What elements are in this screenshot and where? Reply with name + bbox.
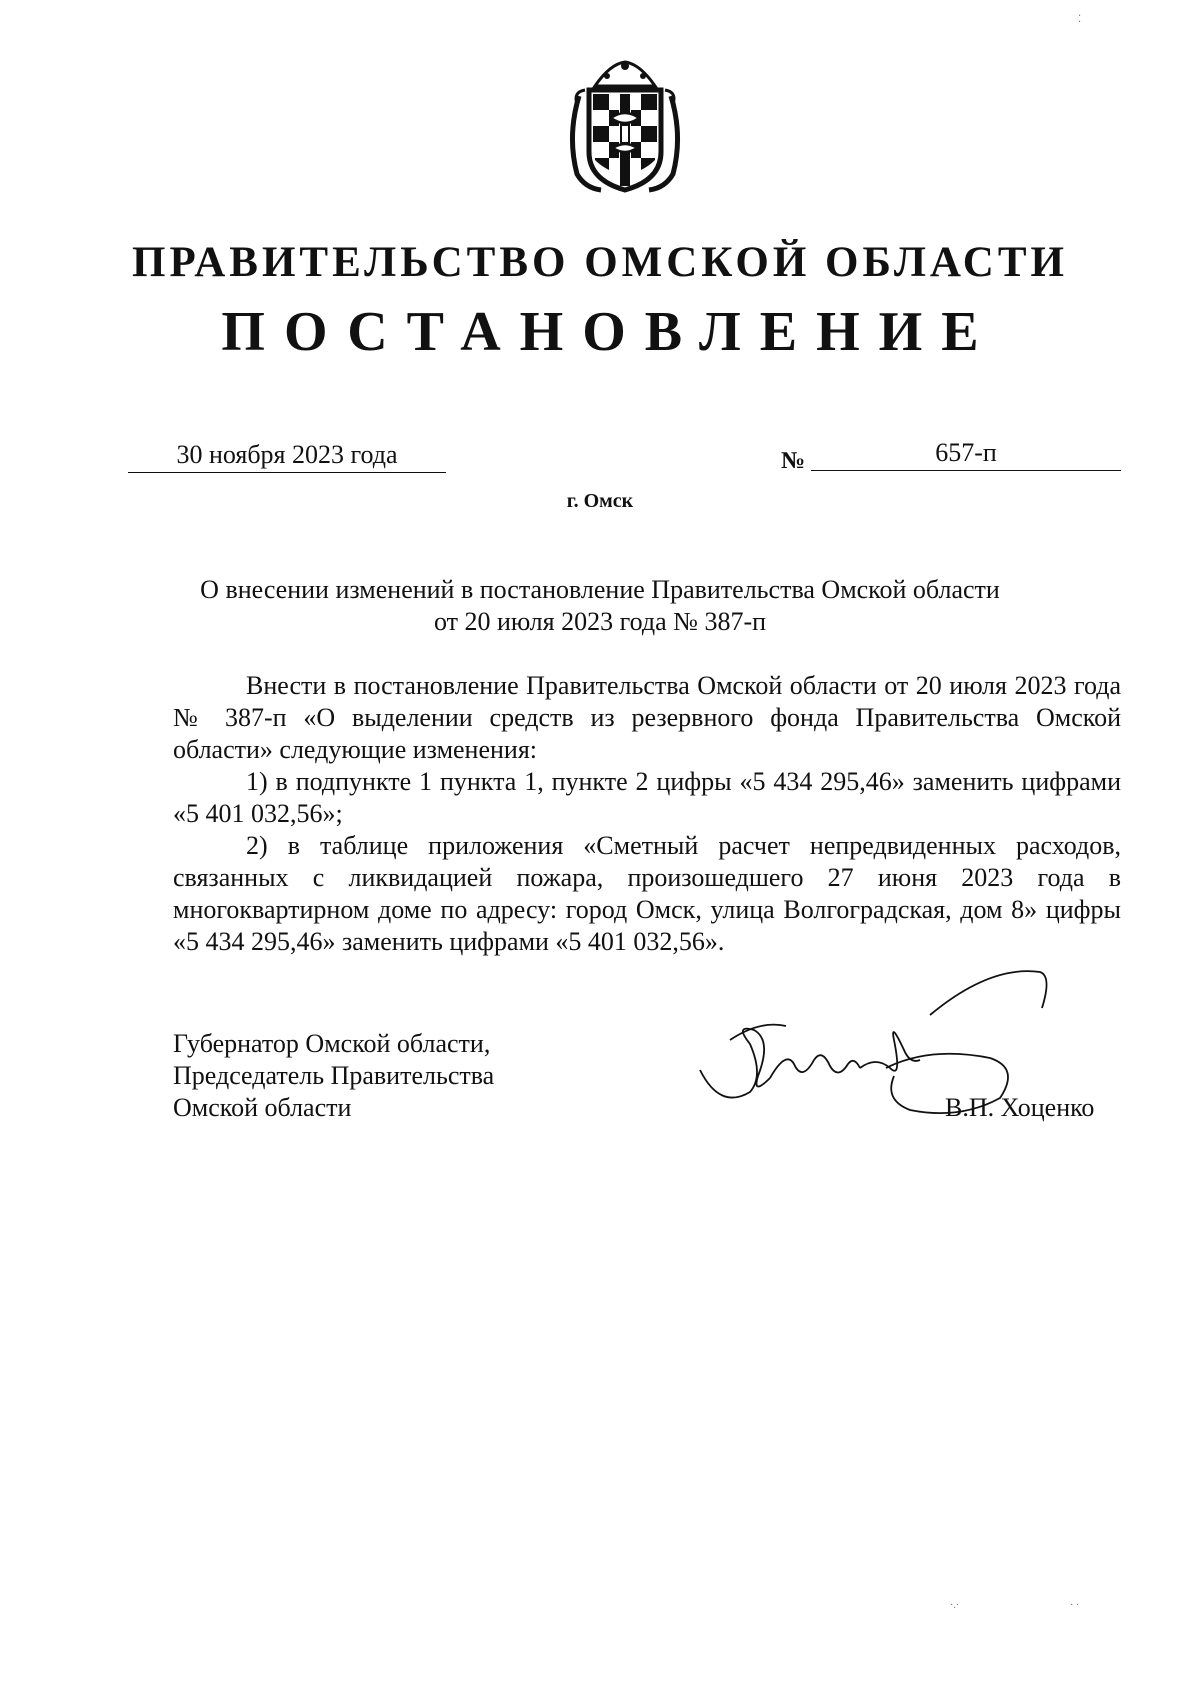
document-subject bbox=[150, 574, 1050, 638]
body-paragraph: Внести в постановление Правительства Омской области от 20 июля 2023 года № 387-п «О выделении средств из резервного фонда Правительства Омской области» следующие изменения: bbox=[173, 671, 1121, 764]
document-type: ПОСТАНОВЛЕНИЕ bbox=[221, 301, 998, 363]
signer-title-line: Председатель Правительства bbox=[173, 1061, 495, 1090]
scan-speck: ·.· bbox=[950, 1600, 960, 1611]
signer-title-line: Губернатор Омской области, bbox=[173, 1029, 491, 1058]
city: г. Омск bbox=[566, 490, 634, 512]
subject-line: от 20 июля 2023 года № 387-п bbox=[433, 607, 767, 636]
scan-speck: · · bbox=[1070, 1600, 1080, 1611]
body-paragraph: 1) в подпункте 1 пункта 1, пункте 2 цифры «5 434 295,46» заменить цифрами «5 401 032,56»; bbox=[173, 767, 1121, 828]
document-date: 30 ноября 2023 года bbox=[128, 438, 446, 473]
body-paragraph: 2) в таблице приложения «Сметный расчет непредвиденных расходов, связанных с ликвидацией пожара, произошедшего 27 июня 2023 года в многоквартирном доме по адресу: город Омск, улица Волгоградская, дом 8» цифры «5 434 295,46» заменить цифрами «5 401 032,56». bbox=[173, 831, 1121, 956]
scan-speck: ⁚ bbox=[1078, 14, 1082, 25]
document-number: 657-п bbox=[811, 436, 1121, 471]
document-body bbox=[173, 670, 1121, 958]
signer-title-line: Омской области bbox=[173, 1093, 352, 1122]
omsk-coat-of-arms-icon bbox=[565, 56, 685, 196]
subject-line: О внесении изменений в постановление Правительства Омской области bbox=[200, 575, 1000, 604]
number-sign: № bbox=[781, 448, 806, 474]
government-title: ПРАВИТЕЛЬСТВО ОМСКОЙ ОБЛАСТИ bbox=[132, 239, 1068, 286]
signer-name: В.П. Хоценко bbox=[945, 1093, 1095, 1122]
signer-title bbox=[173, 1028, 494, 1124]
